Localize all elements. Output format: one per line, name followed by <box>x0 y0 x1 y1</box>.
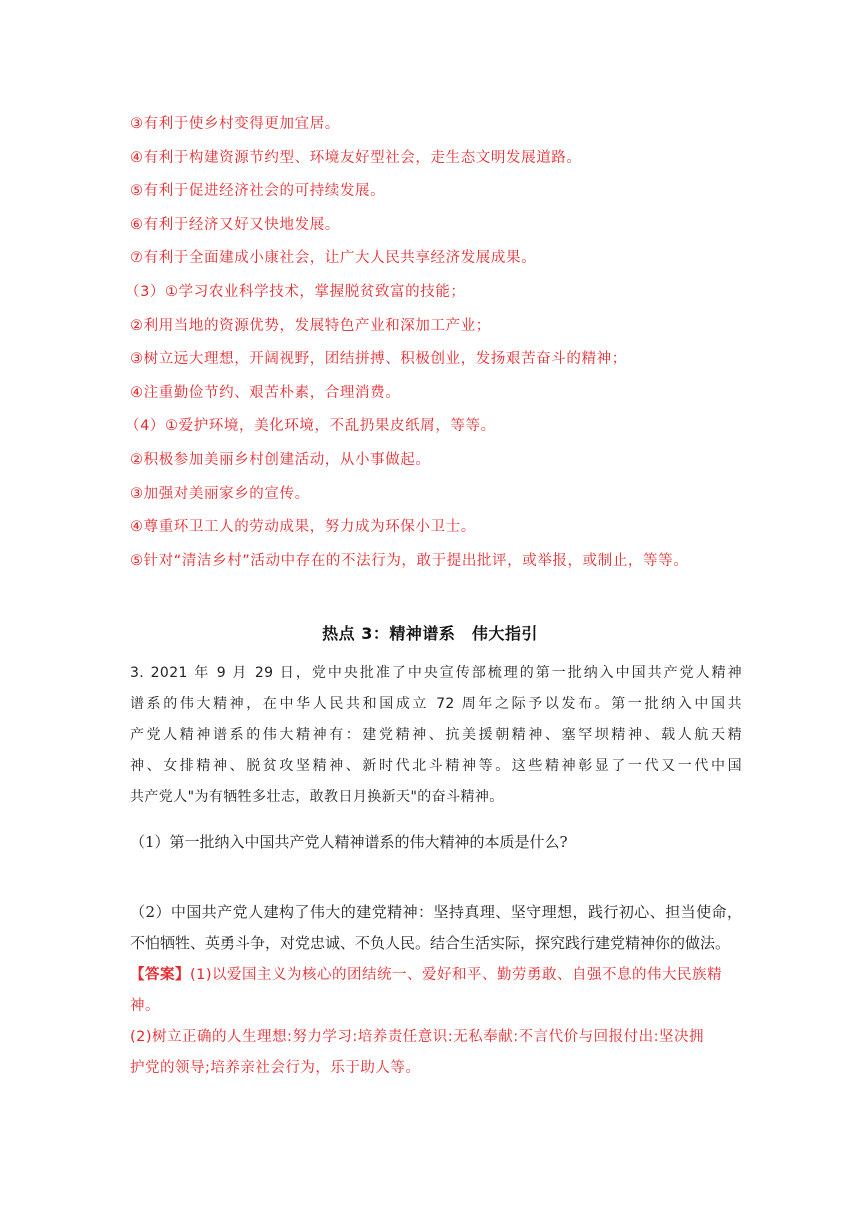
answer-line: ②积极参加美丽乡村创建活动，从小事做起。 <box>130 451 431 468</box>
question-line: 神、女排精神、脱贫攻坚精神、新时代北斗精神等。这些精神彰显了一代又一代中国 <box>130 758 742 774</box>
answer-line: ④尊重环卫工人的劳动成果，努力成为环保小卫士。 <box>130 519 476 536</box>
answer-block <box>130 960 742 1084</box>
answer-list-continued <box>125 108 750 578</box>
answer-line: ⑦有利于全面建成小康社会，让广大人民共享经济发展成果。 <box>130 250 537 267</box>
answer-line: ③有利于使乡村变得更加宜居。 <box>130 116 340 132</box>
answer-line: （3）①学习农业科学技术，掌握脱贫致富的技能； <box>125 283 466 300</box>
answer-line: ③加强对美丽家乡的宣传。 <box>130 485 310 502</box>
answer-line: （4）①爱护环境，美化环境，不乱扔果皮纸屑，等等。 <box>125 418 496 435</box>
question-line: 3. 2021 年 9 月 29 日，党中央批准了中央宣传部梳理的第一批纳入中国共产党人精神 <box>130 665 742 681</box>
answer-line: ③树立远大理想，开阔视野，团结拼搏、积极创业，发扬艰苦奋斗的精神； <box>130 351 627 368</box>
section-heading: 热点 3：精神谱系 伟大指引 <box>322 624 538 643</box>
question-line: 共产党人"为有牺牲多壮志，敢教日月换新天"的奋斗精神。 <box>130 789 504 805</box>
answer-line <box>130 960 742 991</box>
answer-line: ②利用当地的资源优势，发展特色产业和深加工产业； <box>130 317 491 334</box>
answer-text: (1)以爱国主义为核心的团结统一、爱好和平、勤劳勇敢、自强不息的伟大民族精 <box>190 967 723 983</box>
answer-line: ⑥有利于经济又好又快地发展。 <box>130 216 340 233</box>
answer-line: 护党的领导;培养亲社会行为，乐于助人等。 <box>130 1060 421 1076</box>
answer-line: 神。 <box>130 998 160 1014</box>
answer-line: ④有利于构建资源节约型、环境友好型社会，走生态文明发展道路。 <box>130 149 582 166</box>
question-line: 产党人精神谱系的伟大精神有：建党精神、抗美援朝精神、塞罕坝精神、载人航天精 <box>130 727 742 743</box>
answer-tag: 【答案】 <box>130 967 190 983</box>
answer-line: ⑤针对“清洁乡村”活动中存在的不法行为，敢于提出批评，或举报，或制止，等等。 <box>130 552 689 569</box>
sub-question-2 <box>130 897 742 959</box>
question-line: 谱系的伟大精神，在中华人民共和国成立 72 周年之际予以发布。第一批纳入中国共 <box>130 696 742 712</box>
sub-question-line: 不怕牺牲、英勇斗争，对党忠诚、不负人民。结合生活实际，探究践行建党精神你的做法。 <box>130 934 731 952</box>
question-stem <box>130 658 742 813</box>
answer-line: ⑤有利于促进经济社会的可持续发展。 <box>130 183 386 200</box>
sub-question-line: （2）中国共产党人建构了伟大的建党精神：坚持真理、坚守理想，践行初心、担当使命， <box>130 903 742 921</box>
answer-line: (2)树立正确的人生理想:努力学习:培养责任意识:无私奉献:不言代价与回报付出:坚决拥 <box>130 1029 704 1045</box>
answer-line: ④注重勤俭节约、艰苦朴素，合理消费。 <box>130 384 401 401</box>
sub-question-1: （1）第一批纳入中国共产党人精神谱系的伟大精神的本质是什么? <box>130 833 568 851</box>
